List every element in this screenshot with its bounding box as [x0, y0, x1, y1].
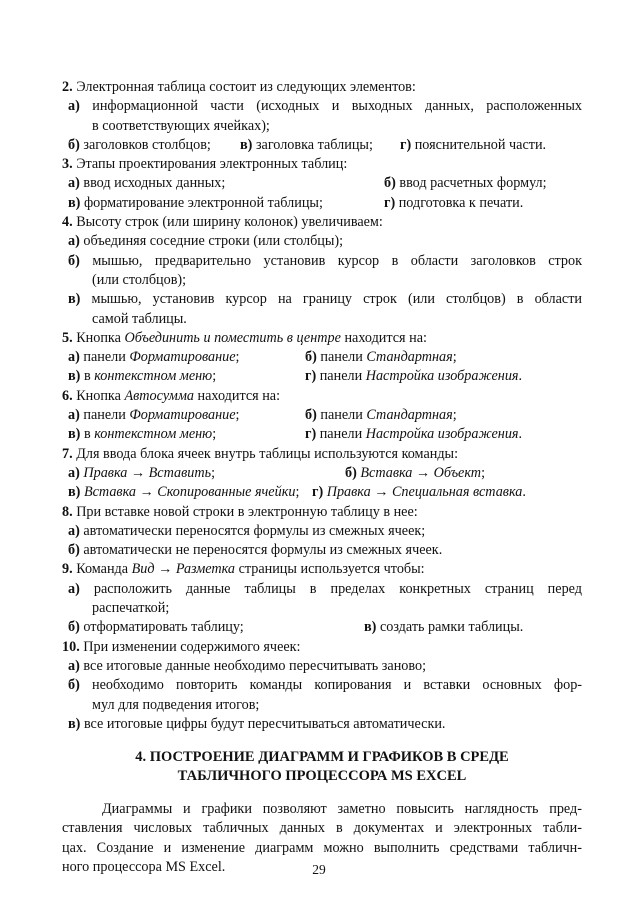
- paragraph-line: цах. Создание и изменение диаграмм можно выполнить средствами табличн-: [62, 839, 582, 856]
- question-number: 6.: [62, 387, 73, 404]
- question-number: 7.: [62, 445, 73, 462]
- question-number: 10.: [62, 638, 80, 655]
- question-number: 3.: [62, 156, 73, 173]
- answer-option: [62, 541, 582, 560]
- option-label: в): [68, 484, 81, 501]
- answer-continuation: в соответствующих ячейках);: [92, 117, 270, 134]
- option-italic: Вставка → Скопированные ячейки: [83, 484, 296, 501]
- question-9: [62, 560, 582, 579]
- option-label: б): [345, 464, 357, 481]
- answer-option: [62, 232, 582, 251]
- option-label: б): [68, 619, 80, 636]
- answer-option: [62, 657, 582, 676]
- answer-row: в) в контекстном меню; г) панели Настройка изображения.: [68, 368, 523, 385]
- option-text: ввод исходных данных;: [83, 175, 226, 192]
- page-content: [62, 78, 582, 877]
- question-8: [62, 503, 582, 522]
- option-italic: Правка → Вставить: [83, 464, 212, 481]
- option-text: в: [83, 368, 91, 385]
- question-4: [62, 213, 582, 232]
- question-text: Этапы проектирования электронных таблиц:: [76, 156, 348, 173]
- question-italic: Вид → Разметка: [131, 561, 236, 578]
- question-text: страницы используется чтобы:: [238, 561, 425, 578]
- option-label: б): [305, 407, 317, 424]
- option-text: создать рамки таблицы.: [379, 619, 524, 636]
- answer-option: [62, 97, 582, 116]
- option-text: все итоговые данные необходимо пересчитывать заново;: [83, 657, 427, 674]
- option-label: в): [68, 291, 81, 308]
- option-label: г): [384, 194, 396, 211]
- option-text: объединяя соседние строки (или столбцы);: [83, 233, 344, 250]
- answer-option: [62, 715, 582, 734]
- option-text: в: [83, 426, 91, 443]
- question-number: 2.: [62, 79, 73, 95]
- answer-row: [62, 194, 582, 213]
- question-italic: Объединить и поместить в центре: [124, 329, 341, 346]
- option-text: форматирование электронной таблицы;: [83, 194, 323, 211]
- answer-option: [62, 522, 582, 541]
- option-label: в): [68, 194, 81, 211]
- answer-row: в) в контекстном меню; г) панели Настройка изображения.: [68, 426, 523, 443]
- option-text: информационной части (исходных и выходных данных, расположенных: [92, 98, 583, 115]
- option-text: панели: [320, 407, 363, 424]
- answer-continuation: самой таблицы.: [92, 310, 187, 327]
- option-label: г): [305, 426, 317, 443]
- option-italic: Вставка → Объект: [360, 464, 482, 481]
- answer-row: а) Правка → Вставить; б) Вставка → Объект;: [68, 464, 486, 481]
- option-label: г): [312, 484, 324, 501]
- option-text: пояснительной части.: [414, 136, 547, 153]
- question-italic: Автосумма: [124, 387, 194, 404]
- option-text: панели: [83, 349, 126, 366]
- option-label: б): [68, 677, 80, 694]
- answer-option: [62, 676, 582, 695]
- question-text: При вставке новой строки в электронную таблицу в нее:: [76, 503, 418, 520]
- question-text: При изменении содержимого ячеек:: [83, 638, 301, 655]
- option-label: а): [68, 407, 80, 424]
- paragraph-line: ного процессора MS Excel.: [62, 858, 226, 875]
- option-label: в): [68, 368, 81, 385]
- option-label: а): [68, 464, 80, 481]
- option-italic: Стандартная: [366, 407, 453, 424]
- option-text: расположить данные таблицы в пределах конкретных страниц перед: [93, 580, 582, 597]
- option-italic: Форматирование: [129, 407, 236, 424]
- option-text: панели: [83, 407, 126, 424]
- option-text: автоматически переносятся формулы из смежных ячеек;: [83, 522, 426, 539]
- answer-continuation: распечаткой;: [92, 600, 170, 617]
- answer-continuation: (или столбцов);: [92, 271, 187, 288]
- option-label: г): [305, 368, 317, 385]
- option-label: а): [68, 349, 80, 366]
- option-label: в): [68, 715, 81, 732]
- question-number: 4.: [62, 214, 73, 231]
- option-text: все итоговые цифры будут пересчитываться автоматически.: [83, 715, 446, 732]
- option-text: мышью, предварительно установив курсор в области заголовков строк: [92, 252, 583, 269]
- question-number: 5.: [62, 329, 73, 346]
- option-italic: Настройка изображения: [365, 368, 519, 385]
- option-text: панели: [319, 368, 363, 385]
- question-number: 8.: [62, 503, 73, 520]
- question-text: Кнопка: [76, 387, 121, 404]
- answer-row: [62, 136, 582, 155]
- option-label: б): [384, 175, 396, 192]
- option-italic: Правка → Специальная вставка: [326, 484, 523, 501]
- option-label: в): [240, 136, 253, 153]
- answer-option: [62, 252, 582, 271]
- option-text: отформатировать таблицу;: [83, 619, 244, 636]
- option-italic: Стандартная: [366, 349, 453, 366]
- option-text: подготовка к печати.: [398, 194, 524, 211]
- option-label: а): [68, 233, 80, 250]
- question-text: Высоту строк (или ширину колонок) увеличиваем:: [76, 214, 383, 231]
- option-text: панели: [320, 349, 363, 366]
- option-label: а): [68, 580, 80, 597]
- question-5: [62, 329, 582, 348]
- option-italic: Настройка изображения: [365, 426, 519, 443]
- option-label: г): [400, 136, 412, 153]
- option-italic: контекстном меню: [94, 426, 213, 443]
- option-label: б): [68, 542, 80, 559]
- section-heading: [62, 748, 582, 786]
- question-10: [62, 638, 582, 657]
- option-text: панели: [319, 426, 363, 443]
- option-text: необходимо повторить команды копирования и вставки основных фор-: [92, 677, 583, 694]
- answer-row: а) панели Форматирование; б) панели Стандартная;: [68, 349, 457, 366]
- section-title-line: ТАБЛИЧНОГО ПРОЦЕССОРА MS EXCEL: [177, 768, 467, 785]
- question-text: находится на:: [344, 329, 427, 346]
- question-7: [62, 445, 582, 464]
- option-label: а): [68, 522, 80, 539]
- question-text: Электронная таблица состоит из следующих элементов:: [76, 79, 416, 95]
- option-text: заголовков столбцов;: [83, 136, 211, 153]
- option-italic: Форматирование: [129, 349, 236, 366]
- answer-option: [62, 290, 582, 309]
- question-text: Для ввода блока ячеек внутрь таблицы используются команды:: [76, 445, 459, 462]
- section-title-line: 4. ПОСТРОЕНИЕ ДИАГРАММ И ГРАФИКОВ В СРЕДЕ: [135, 749, 509, 766]
- question-text: Кнопка: [76, 329, 121, 346]
- option-italic: контекстном меню: [94, 368, 213, 385]
- answer-row: [62, 618, 582, 637]
- question-number: 9.: [62, 561, 73, 578]
- option-text: мышью, установив курсор на границу строк (или столбцов) в области: [91, 291, 582, 308]
- option-label: а): [68, 98, 80, 115]
- option-text: заголовка таблицы;: [255, 136, 373, 153]
- page-number: 29: [312, 862, 326, 877]
- question-text: находится на:: [197, 387, 281, 404]
- option-label: б): [305, 349, 317, 366]
- answer-row: а) панели Форматирование; б) панели Стандартная;: [68, 407, 457, 424]
- question-6: [62, 387, 582, 406]
- option-text: автоматически не переносятся формулы из смежных ячеек.: [83, 542, 443, 559]
- option-label: в): [68, 426, 81, 443]
- option-label: б): [68, 252, 80, 269]
- question-2: [62, 78, 582, 97]
- option-text: ввод расчетных формул;: [399, 175, 547, 192]
- paragraph-line: Диаграммы и графики позволяют заметно повысить наглядность пред-: [102, 801, 582, 818]
- option-label: б): [68, 136, 80, 153]
- answer-row: в) Вставка → Скопированные ячейки; г) Правка → Специальная вставка.: [68, 484, 526, 501]
- question-text: Команда: [76, 561, 129, 578]
- answer-option: [62, 580, 582, 599]
- answer-continuation: мул для подведения итогов;: [92, 696, 260, 713]
- question-3: [62, 155, 582, 174]
- option-label: а): [68, 175, 80, 192]
- paragraph-line: ставления числовых табличных данных в документах и электронных табли-: [62, 820, 582, 837]
- option-label: а): [68, 657, 80, 674]
- option-label: в): [364, 619, 377, 636]
- answer-row: [62, 174, 582, 193]
